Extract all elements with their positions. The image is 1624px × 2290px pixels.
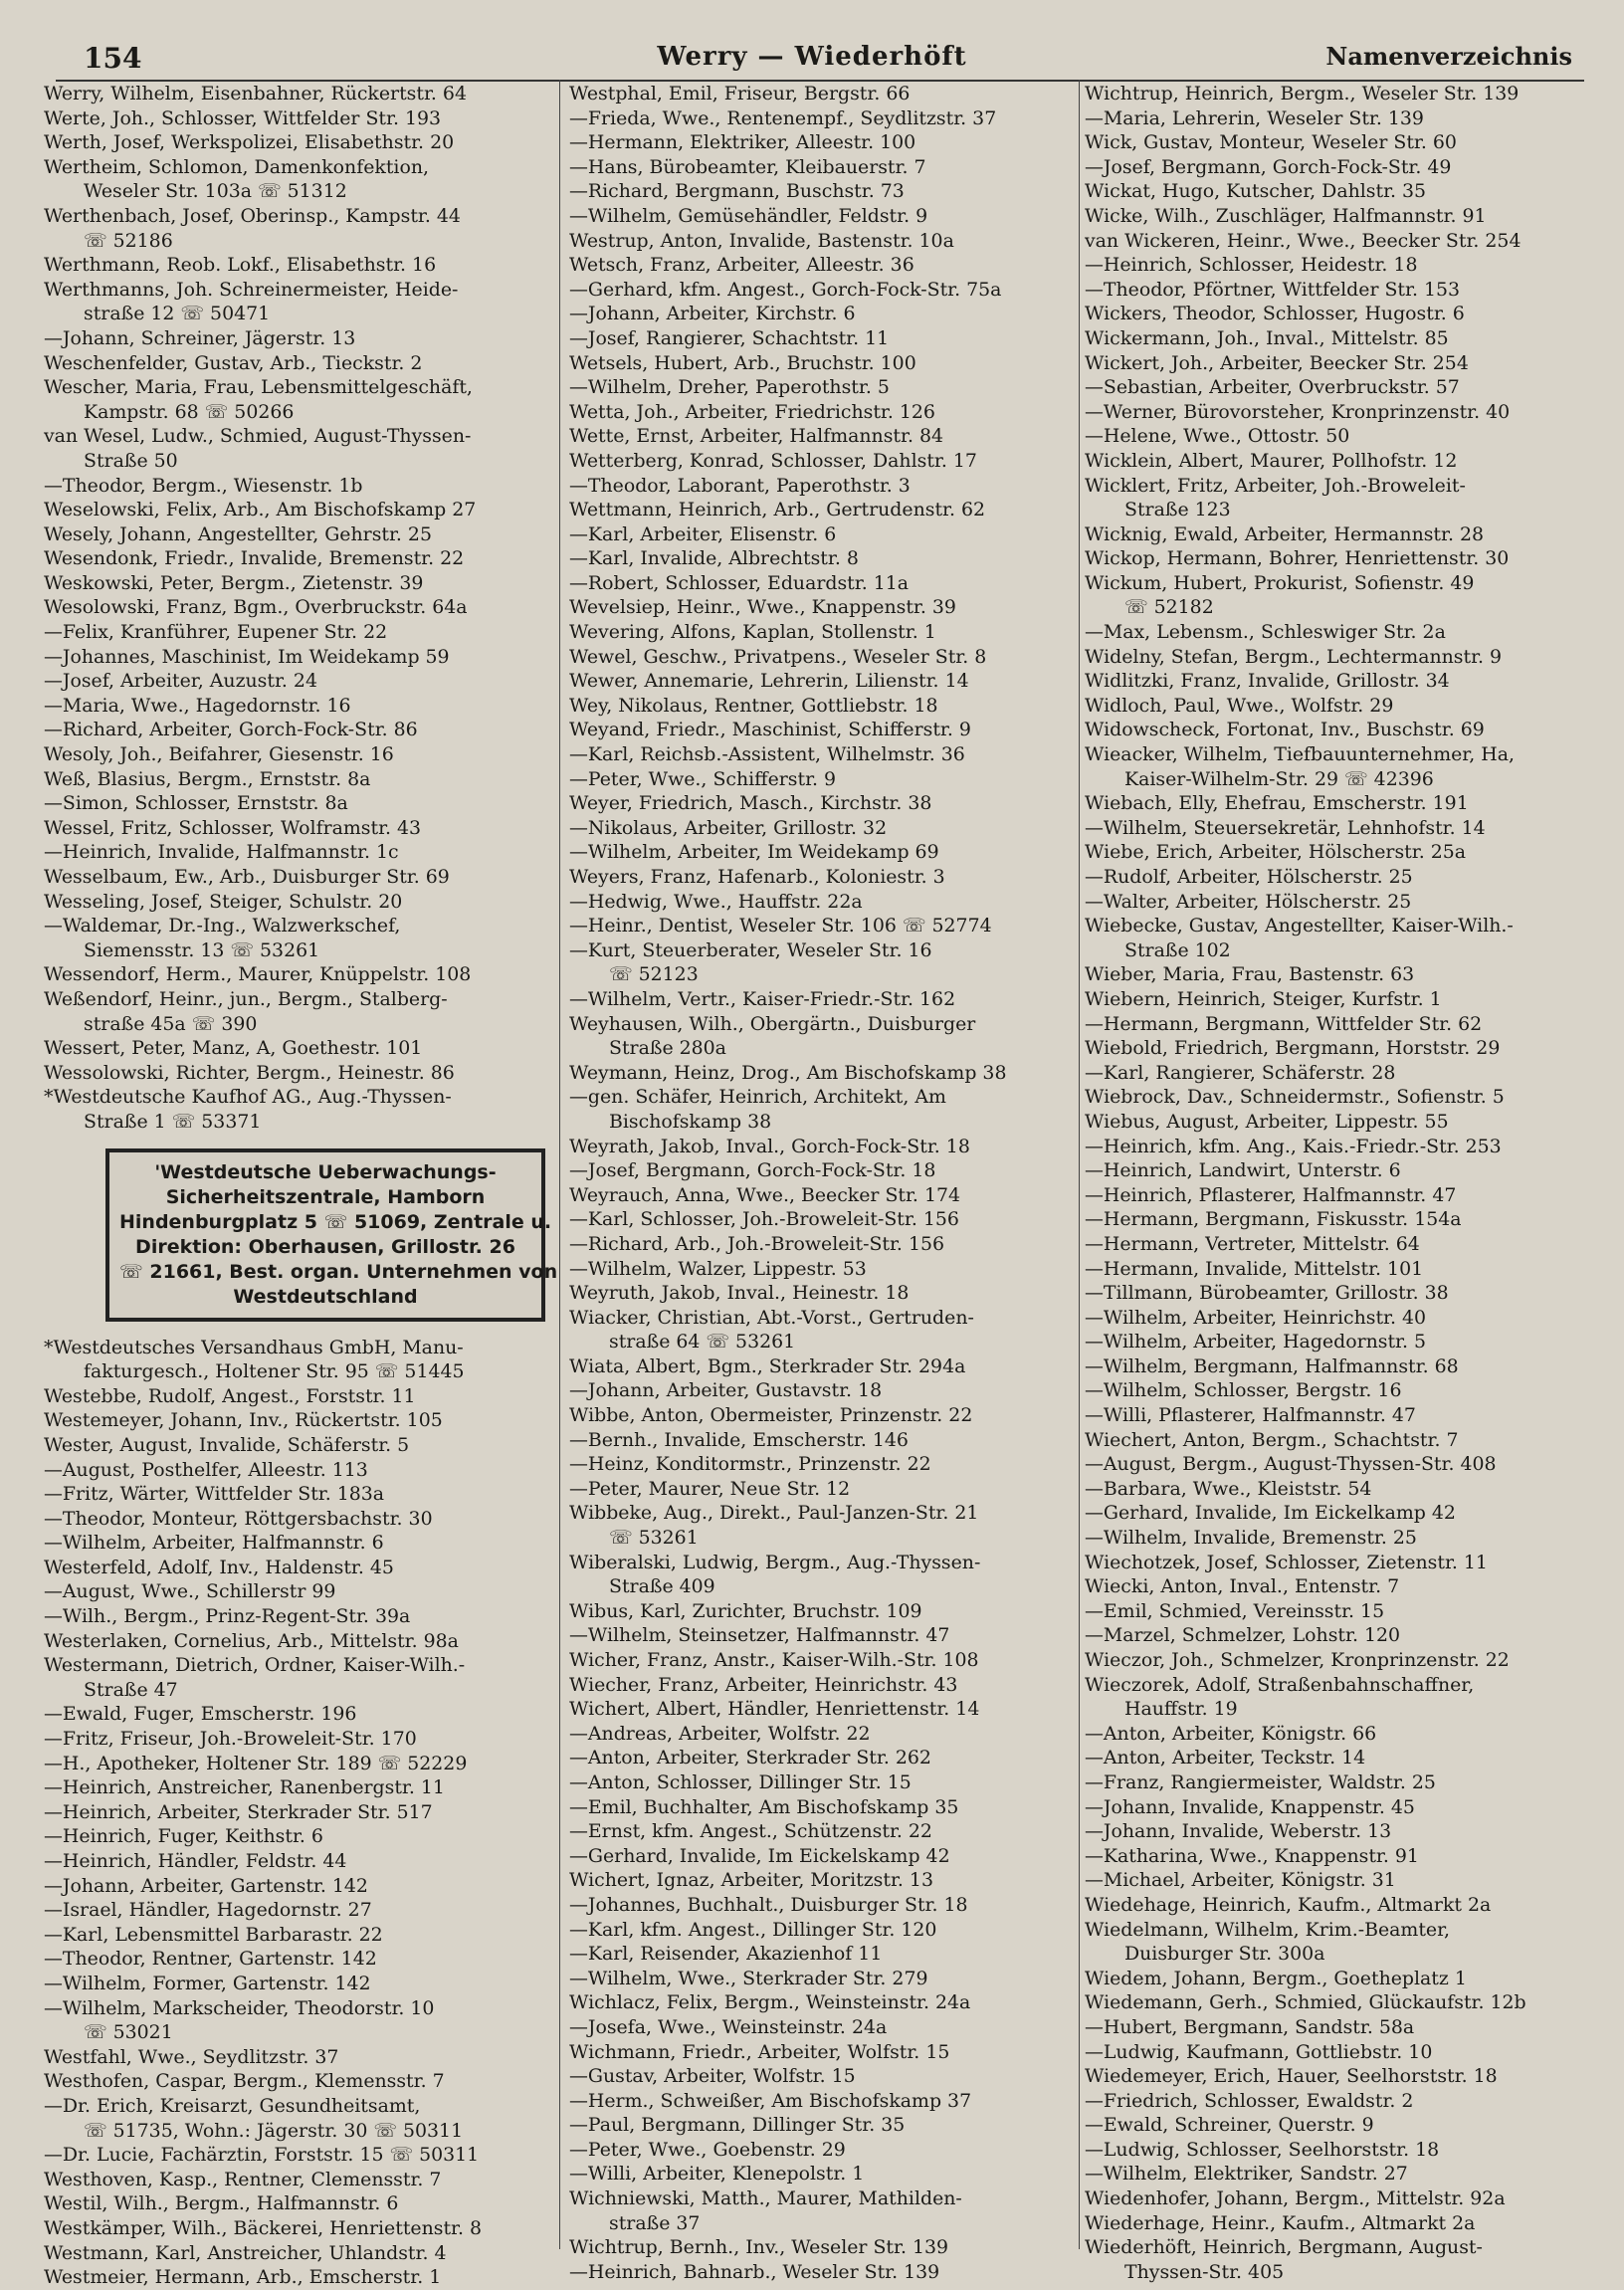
directory-entry: Weßendorf, Heinr., jun., Bergm., Stalberg- [44,987,448,1010]
directory-entry: —Felix, Kranführer, Eupener Str. 22 [44,621,388,644]
directory-entry: Wicher, Franz, Anstr., Kaiser-Wilh.-Str. 108 [569,1649,979,1671]
directory-entry: —Helene, Wwe., Ottostr. 50 [1085,425,1350,448]
directory-entry: Wiederhöft, Heinrich, Bergmann, August- [1085,2236,1483,2259]
directory-entry: —Anton, Arbeiter, Königstr. 66 [1085,1722,1377,1745]
directory-entry: Wichniewski, Matth., Maurer, Mathilden- [569,2187,962,2210]
directory-entry: —Willi, Arbeiter, Klenepolstr. 1 [569,2163,865,2186]
directory-entry: —Tillmann, Bürobeamter, Grillostr. 38 [1085,1282,1449,1305]
directory-entry: Wiecki, Anton, Inval., Entenstr. 7 [1085,1575,1400,1598]
directory-entry: —Heinz, Konditormstr., Prinzenstr. 22 [569,1453,931,1476]
directory-entry: —Gerhard, kfm. Angest., Gorch-Fock-Str. 75a [569,278,1002,301]
directory-entry: Wiebach, Elly, Ehefrau, Emscherstr. 191 [1085,792,1469,815]
directory-entry: —Walter, Arbeiter, Hölscherstr. 25 [1085,890,1412,913]
advertisement-line: Sicherheitszentrale, Hamborn [165,1185,486,1208]
directory-entry: —Gerhard, Invalide, Im Eickelskamp 42 [569,1844,950,1867]
directory-entry: Werry, Wilhelm, Eisenbahner, Rückertstr. 64 [44,83,467,104]
directory-entry: —Franz, Rangiermeister, Waldstr. 25 [1085,1770,1436,1793]
directory-entry: —Heinrich, Invalide, Halfmannstr. 1c [44,841,399,864]
directory-entry: —Hermann, Bergmann, Wittfelder Str. 62 [1085,1012,1483,1035]
directory-entry: van Wickeren, Heinr., Wwe., Beecker Str. 254 [1085,229,1522,252]
directory-entry: Westerlaken, Cornelius, Arb., Mittelstr. 98a [44,1629,459,1652]
directory-entry: Straße 123 [1124,499,1231,521]
directory-entry: Wieber, Maria, Frau, Bastenstr. 63 [1085,963,1415,986]
column-1 [44,82,558,2289]
directory-entry: Wiedemann, Gerh., Schmied, Glückaufstr. 12b [1085,1991,1526,2014]
column-divider [559,80,560,2249]
directory-entry: —Maria, Lehrerin, Weseler Str. 139 [1085,106,1424,129]
directory-entry: —Simon, Schlosser, Ernststr. 8a [44,792,348,815]
directory-entry: —Wilhelm, Elektriker, Sandstr. 27 [1085,2163,1408,2186]
directory-entry: —Karl, Schlosser, Joh.-Broweleit-Str. 156 [569,1208,959,1231]
page-header [0,34,1624,78]
directory-entry: Wesendonk, Friedr., Invalide, Bremenstr. 22 [44,547,465,570]
directory-entry: —Wilhelm, Schlosser, Bergstr. 16 [1085,1379,1402,1402]
directory-entry: straße 37 [609,2211,701,2234]
directory-entry: —Anton, Arbeiter, Sterkrader Str. 262 [569,1747,931,1770]
advertisement-box [105,1148,558,1322]
directory-entry: —Karl, Rangierer, Schäferstr. 28 [1085,1061,1396,1084]
directory-entry: Wichtrup, Bernh., Inv., Weseler Str. 139 [569,2236,949,2259]
directory-entry: —Emil, Schmied, Vereinsstr. 15 [1085,1599,1385,1622]
page-title: Werry — Wiederhöft [657,42,967,72]
advertisement-line: 'Westdeutsche Ueberwachungs- [154,1160,497,1183]
directory-entry: Siemensstr. 13 ☏ 53261 [84,938,320,961]
directory-entry: Wicklert, Fritz, Arbeiter, Joh.-Broweleit- [1085,474,1466,497]
directory-entry: —Gustav, Arbeiter, Wolfstr. 15 [569,2065,856,2088]
directory-entry: —August, Bergm., August-Thyssen-Str. 408 [1085,1453,1497,1476]
directory-entry: Wichmann, Friedr., Arbeiter, Wolfstr. 15 [569,2040,950,2063]
directory-entry: —Wilhelm, Wwe., Sterkrader Str. 279 [569,1967,928,1989]
directory-entry: Widowscheck, Fortonat, Inv., Buschstr. 69 [1085,719,1485,741]
directory-entry: —Wilhelm, Steinsetzer, Halfmannstr. 47 [569,1624,950,1647]
directory-entry: Weschenfelder, Gustav, Arb., Tieckstr. 2 [44,351,423,374]
directory-entry: Straße 102 [1124,938,1231,961]
directory-entry: —Fritz, Wärter, Wittfelder Str. 183a [44,1483,385,1506]
directory-entry: Weß, Blasius, Bergm., Ernststr. 8a [44,767,371,790]
directory-entry: Wiedelmann, Wilhelm, Krim.-Beamter, [1085,1918,1451,1941]
directory-entry: Bischofskamp 38 [609,1110,772,1133]
directory-entry: ☏ 52182 [1124,596,1214,619]
directory-entry: —Heinrich, Anstreicher, Ranenbergstr. 11 [44,1776,445,1799]
directory-entry: straße 12 ☏ 50471 [84,303,271,325]
directory-entry: —Wilhelm, Walzer, Lippestr. 53 [569,1257,867,1280]
directory-entry: Straße 409 [609,1575,715,1598]
column-divider [1079,80,1080,2249]
directory-entry: —Ludwig, Kaufmann, Gottliebstr. 10 [1085,2040,1433,2063]
directory-entry: —H., Apotheker, Holtener Str. 189 ☏ 52229 [44,1752,468,1774]
directory-entry: —Peter, Maurer, Neue Str. 12 [569,1477,851,1500]
directory-entry: Wickermann, Joh., Inval., Mittelstr. 85 [1085,326,1449,349]
directory-entry: Wewer, Annemarie, Lehrerin, Lilienstr. 14 [569,670,969,693]
directory-entry: —Josef, Bergmann, Gorch-Fock-Str. 18 [569,1159,936,1182]
directory-entry: —Josef, Rangierer, Schachtstr. 11 [569,326,890,349]
directory-entry: Werthmanns, Joh. Schreinermeister, Heide- [44,278,459,301]
directory-entry: —Michael, Arbeiter, Königstr. 31 [1085,1869,1396,1892]
directory-entry: —Herm., Schweißer, Am Bischofskamp 37 [569,2089,972,2112]
directory-entry: Duisburger Str. 300a [1124,1943,1325,1966]
directory-entry: —gen. Schäfer, Heinrich, Architekt, Am [569,1086,946,1109]
directory-entry: Wettmann, Heinrich, Arb., Gertrudenstr. 62 [569,499,986,521]
directory-entry: —Heinrich, Landwirt, Unterstr. 6 [1085,1159,1401,1182]
directory-entry: —Andreas, Arbeiter, Wolfstr. 22 [569,1722,871,1745]
directory-entry: —Peter, Wwe., Goebenstr. 29 [569,2138,846,2161]
directory-entry: Westermann, Dietrich, Ordner, Kaiser-Wilh.- [44,1654,466,1677]
directory-entry: Wiebern, Heinrich, Steiger, Kurfstr. 1 [1085,987,1442,1010]
directory-entry: —Heinrich, Händler, Feldstr. 44 [44,1850,347,1872]
directory-entry: Werthmann, Reob. Lokf., Elisabethstr. 16 [44,254,437,277]
directory-entry: —Gerhard, Invalide, Im Eickelkamp 42 [1085,1502,1456,1525]
directory-entry: —Anton, Schlosser, Dillinger Str. 15 [569,1770,912,1793]
directory-entry: Werth, Josef, Werkspolizei, Elisabethstr. 20 [44,131,455,154]
directory-entry: Werthenbach, Josef, Oberinsp., Kampstr. 44 [44,204,461,227]
directory-entry: Weymann, Heinz, Drog., Am Bischofskamp 38 [569,1061,1007,1084]
directory-entry: Wette, Ernst, Arbeiter, Halfmannstr. 84 [569,425,943,448]
directory-entry: —Johann, Arbeiter, Kirchstr. 6 [569,303,856,325]
directory-entry: —Israel, Händler, Hagedornstr. 27 [44,1899,372,1922]
directory-entry: —Johann, Schreiner, Jägerstr. 13 [44,326,356,349]
directory-entry: Straße 50 [84,449,178,472]
directory-entry: Wester, August, Invalide, Schäferstr. 5 [44,1433,410,1456]
directory-entry: Westhofen, Caspar, Bergm., Klemensstr. 7 [44,2070,445,2093]
directory-entry: —Heinrich, kfm. Ang., Kais.-Friedr.-Str. 253 [1085,1135,1502,1157]
advertisement-line: Hindenburgplatz 5 ☏ 51069, Zentrale u. [119,1210,552,1233]
directory-entry: Wetta, Joh., Arbeiter, Friedrichstr. 126 [569,400,935,423]
directory-entry: Wetsels, Hubert, Arb., Bruchstr. 100 [569,351,916,374]
directory-entry: Wiebus, August, Arbeiter, Lippestr. 55 [1085,1110,1449,1133]
directory-entry: Westhoven, Kasp., Rentner, Clemensstr. 7 [44,2168,442,2190]
directory-entry: —Ernst, kfm. Angest., Schützenstr. 22 [569,1820,932,1843]
directory-entry: Kaiser-Wilhelm-Str. 29 ☏ 42396 [1124,767,1434,790]
directory-entry: —Theodor, Monteur, Röttgersbachstr. 30 [44,1507,433,1530]
directory-entry: —Maria, Wwe., Hagedornstr. 16 [44,694,351,717]
directory-entry: —Hermann, Bergmann, Fiskusstr. 154a [1085,1208,1462,1231]
directory-entry: Wiedem, Johann, Bergm., Goetheplatz 1 [1085,1967,1467,1989]
directory-entry: —Johann, Arbeiter, Gartenstr. 142 [44,1874,368,1897]
directory-entry: —Johann, Invalide, Weberstr. 13 [1085,1820,1392,1843]
directory-entry: —Karl, kfm. Angest., Dillinger Str. 120 [569,1918,937,1941]
directory-entry: —Dr. Erich, Kreisarzt, Gesundheitsamt, [44,2094,421,2117]
directory-entry: Wevelsiep, Heinr., Wwe., Knappenstr. 39 [569,596,956,619]
directory-entry: Wetsch, Franz, Arbeiter, Alleestr. 36 [569,254,914,277]
directory-entry: —Paul, Bergmann, Dillinger Str. 35 [569,2114,906,2137]
directory-entry: Wiechert, Anton, Bergm., Schachtstr. 7 [1085,1428,1459,1451]
directory-entry: —Heinrich, Fuger, Keithstr. 6 [44,1825,323,1848]
directory-entry: Widlitzki, Franz, Invalide, Grillostr. 34 [1085,670,1450,693]
directory-entry: Wichert, Albert, Händler, Henriettenstr. 14 [569,1698,980,1721]
directory-entry: Westmann, Karl, Anstreicher, Uhlandstr. 4 [44,2241,447,2264]
column-2 [569,82,1077,2283]
directory-entry: —Theodor, Laborant, Paperothstr. 3 [569,474,911,497]
directory-entry: —Karl, Arbeiter, Elisenstr. 6 [569,522,837,545]
directory-entry: —Nikolaus, Arbeiter, Grillostr. 32 [569,816,888,839]
directory-entry: —Karl, Invalide, Albrechtstr. 8 [569,547,859,570]
directory-entry: —Frieda, Wwe., Rentenempf., Seydlitzstr. 37 [569,106,997,129]
directory-entry: —August, Wwe., Schillerstr 99 [44,1580,336,1603]
directory-entry: —Wilhelm, Arbeiter, Halfmannstr. 6 [44,1532,384,1555]
directory-entry: —Emil, Buchhalter, Am Bischofskamp 35 [569,1795,959,1818]
directory-entry: —Ludwig, Schlosser, Seelhorststr. 18 [1085,2138,1440,2161]
directory-entry: —Wilhelm, Former, Gartenstr. 142 [44,1972,371,1994]
directory-entry: Weyand, Friedr., Maschinist, Schifferstr. 9 [569,719,971,741]
directory-entry: —Karl, Reichsb.-Assistent, Wilhelmstr. 36 [569,743,965,766]
directory-entry: —Wilhelm, Vertr., Kaiser-Friedr.-Str. 162 [569,987,956,1010]
directory-entry: Wiedemeyer, Erich, Hauer, Seelhorststr. 18 [1085,2065,1498,2088]
directory-entry: —Marzel, Schmelzer, Lohstr. 120 [1085,1624,1401,1647]
directory-entry: Wickum, Hubert, Prokurist, Sofienstr. 49 [1085,571,1475,594]
directory-entry: straße 45a ☏ 390 [84,1012,258,1035]
directory-entry: Weyhausen, Wilh., Obergärtn., Duisburger [569,1012,976,1035]
directory-entry: —Wilhelm, Invalide, Bremenstr. 25 [1085,1527,1417,1550]
directory-entry: —Dr. Lucie, Fachärztin, Forststr. 15 ☏ 50311 [44,2144,480,2167]
directory-entry: —Karl, Reisender, Akazienhof 11 [569,1943,883,1966]
directory-entry: —Wilh., Bergm., Prinz-Regent-Str. 39a [44,1605,411,1628]
directory-entry: Wesely, Johann, Angestellter, Gehrstr. 25 [44,522,432,545]
directory-entry: Wiacker, Christian, Abt.-Vorst., Gertruden- [569,1306,974,1329]
directory-entry: Wessel, Fritz, Schlosser, Wolframstr. 43 [44,816,422,839]
directory-entry: Wiebold, Friedrich, Bergmann, Horststr. 29 [1085,1037,1501,1060]
directory-entry: Hauffstr. 19 [1124,1698,1238,1721]
directory-entry: Wescher, Maria, Frau, Lebensmittelgeschäft, [44,376,473,399]
directory-entry: ☏ 53021 [84,2021,173,2044]
directory-entry: —Wilhelm, Steuersekretär, Lehnhofstr. 14 [1085,816,1486,839]
directory-entry: Wieczor, Joh., Schmelzer, Kronprinzenstr. 22 [1085,1649,1510,1671]
directory-entry: van Wesel, Ludw., Schmied, August-Thyssen- [44,425,472,448]
directory-entry: Wessolowski, Richter, Bergm., Heinestr. 86 [44,1061,455,1084]
directory-entry: —Theodor, Pförtner, Wittfelder Str. 153 [1085,278,1461,301]
advertisement-line: Direktion: Oberhausen, Grillostr. 26 [135,1235,515,1258]
directory-entry: Wichlacz, Felix, Bergm., Weinsteinstr. 24a [569,1991,971,2014]
directory-entry: fakturgesch., Holtener Str. 95 ☏ 51445 [84,1360,465,1383]
directory-entry: —Friedrich, Schlosser, Ewaldstr. 2 [1085,2089,1414,2112]
directory-entry: Weselowski, Felix, Arb., Am Bischofskamp 27 [44,499,477,521]
directory-entry: —Robert, Schlosser, Eduardstr. 11a [569,571,910,594]
directory-entry: Wichert, Ignaz, Arbeiter, Moritzstr. 13 [569,1869,933,1892]
directory-entry: Wickers, Theodor, Schlosser, Hugostr. 6 [1085,303,1465,325]
directory-entry: Westkämper, Wilh., Bäckerei, Henriettenstr. 8 [44,2216,483,2239]
directory-entry: —Wilhelm, Arbeiter, Im Weidekamp 69 [569,841,939,864]
directory-entry: Werte, Joh., Schlosser, Wittfelder Str. 193 [44,106,442,129]
directory-entry: —August, Posthelfer, Alleestr. 113 [44,1458,368,1481]
directory-entry: straße 64 ☏ 53261 [609,1331,796,1353]
directory-entry: Weskowski, Peter, Bergm., Zietenstr. 39 [44,571,424,594]
section-title: Namenverzeichnis [1325,42,1572,71]
directory-entry: *Westdeutsches Versandhaus GmbH, Manu- [44,1336,464,1358]
directory-entry: Westerfeld, Adolf, Inv., Haldenstr. 45 [44,1556,394,1578]
directory-entry: Widloch, Paul, Wwe., Wolfstr. 29 [1085,694,1394,717]
directory-entry: —Hermann, Vertreter, Mittelstr. 64 [1085,1232,1420,1255]
directory-entry: —Heinr., Dentist, Weseler Str. 106 ☏ 52774 [569,915,992,937]
directory-entry: Wertheim, Schlomon, Damenkonfektion, [44,155,429,178]
directory-entry: Weseler Str. 103a ☏ 51312 [84,180,347,203]
directory-entry: —Wilhelm, Bergmann, Halfmannstr. 68 [1085,1354,1459,1377]
directory-entry: —Theodor, Bergm., Wiesenstr. 1b [44,474,363,497]
directory-entry: Wesselbaum, Ew., Arb., Duisburger Str. 69 [44,866,450,888]
page-number: 154 [84,42,142,75]
directory-entry: —Ewald, Fuger, Emscherstr. 196 [44,1703,357,1726]
directory-entry: —Max, Lebensm., Schleswiger Str. 2a [1085,621,1446,644]
directory-entry: Straße 1 ☏ 53371 [84,1110,262,1133]
directory-entry: Wibus, Karl, Zurichter, Bruchstr. 109 [569,1599,922,1622]
directory-entry: —Hans, Bürobeamter, Kleibauerstr. 7 [569,155,926,178]
advertisement-line: ☏ 21661, Best. organ. Unternehmen von [119,1260,558,1283]
directory-entry: Wewel, Geschw., Privatpens., Weseler Str. 8 [569,645,987,668]
directory-entry: Westemeyer, Johann, Inv., Rückertstr. 105 [44,1409,443,1432]
directory-entry: Widelny, Stefan, Bergm., Lechtermannstr. 9 [1085,645,1503,668]
directory-entry: Westfahl, Wwe., Seydlitzstr. 37 [44,2045,339,2068]
directory-entry: —Josef, Bergmann, Gorch-Fock-Str. 49 [1085,155,1452,178]
directory-entry: Wick, Gustav, Monteur, Weseler Str. 60 [1085,131,1457,154]
column-3 [1085,82,1598,2283]
directory-entry: Kampstr. 68 ☏ 50266 [84,400,295,423]
directory-entry: ☏ 53261 [609,1527,699,1550]
directory-entry: —Sebastian, Arbeiter, Overbruckstr. 57 [1085,376,1460,399]
directory-entry: —Karl, Lebensmittel Barbarastr. 22 [44,1923,383,1946]
directory-entry: —Heinrich, Bahnarb., Weseler Str. 139 [569,2260,940,2283]
directory-entry: —Hubert, Bergmann, Sandstr. 58a [1085,2015,1415,2038]
directory-entry: Wesseling, Josef, Steiger, Schulstr. 20 [44,890,403,913]
directory-entry: Wetterberg, Konrad, Schlosser, Dahlstr. 17 [569,449,977,472]
directory-entry: Straße 280a [609,1037,726,1060]
directory-entry: Westebbe, Rudolf, Angest., Forststr. 11 [44,1384,416,1407]
directory-entry: —Fritz, Friseur, Joh.-Broweleit-Str. 170 [44,1728,417,1751]
directory-entry: Wiberalski, Ludwig, Bergm., Aug.-Thyssen- [569,1551,981,1573]
directory-entry: Westil, Wilh., Bergm., Halfmannstr. 6 [44,2192,399,2215]
directory-entry: Wiedehage, Heinrich, Kaufm., Altmarkt 2a [1085,1893,1492,1916]
directory-entry: Wiedenhofer, Johann, Bergm., Mittelstr. 92a [1085,2187,1506,2210]
directory-entry: Wieacker, Wilhelm, Tiefbauunternehmer, Ha, [1085,743,1515,766]
directory-entry: —Wilhelm, Arbeiter, Hagedornstr. 5 [1085,1331,1427,1353]
directory-entry: —Rudolf, Arbeiter, Hölscherstr. 25 [1085,866,1413,888]
directory-entry: —Barbara, Wwe., Kleiststr. 54 [1085,1477,1372,1500]
directory-entry: —Hermann, Invalide, Mittelstr. 101 [1085,1257,1424,1280]
directory-entry: Wibbeke, Aug., Direkt., Paul-Janzen-Str. 21 [569,1502,979,1525]
directory-entry: —Wilhelm, Dreher, Paperothstr. 5 [569,376,890,399]
directory-entry: —Johann, Arbeiter, Gustavstr. 18 [569,1379,883,1402]
directory-entry: ☏ 52186 [84,229,173,252]
directory-entry: —Katharina, Wwe., Knappenstr. 91 [1085,1844,1419,1867]
directory-entry: Wiecher, Franz, Arbeiter, Heinrichstr. 43 [569,1673,958,1696]
directory-entry: —Wilhelm, Markscheider, Theodorstr. 10 [44,1996,435,2019]
advertisement-line: Westdeutschland [233,1285,418,1308]
directory-entry: —Richard, Bergmann, Buschstr. 73 [569,180,905,203]
directory-entry: —Wilhelm, Arbeiter, Heinrichstr. 40 [1085,1306,1427,1329]
directory-entry: Wey, Nikolaus, Rentner, Gottliebstr. 18 [569,694,938,717]
directory-entry: Thyssen-Str. 405 [1124,2260,1285,2283]
directory-entry: —Johannes, Maschinist, Im Weidekamp 59 [44,645,450,668]
directory-entry: Westmeier, Hermann, Arb., Emscherstr. 1 [44,2266,442,2289]
directory-entry: —Bernh., Invalide, Emscherstr. 146 [569,1428,909,1451]
directory-entry: Weyruth, Jakob, Inval., Heinestr. 18 [569,1282,910,1305]
directory-entry: Wicknig, Ewald, Arbeiter, Hermannstr. 28 [1085,522,1485,545]
directory-entry: Weyers, Franz, Hafenarb., Koloniestr. 3 [569,866,945,888]
directory-entry: Wichtrup, Heinrich, Bergm., Weseler Str. 139 [1085,83,1520,104]
directory-entry: Wiederhage, Heinr., Kaufm., Altmarkt 2a [1085,2211,1476,2234]
directory-entry: —Anton, Arbeiter, Teckstr. 14 [1085,1747,1366,1770]
directory-entry: —Theodor, Rentner, Gartenstr. 142 [44,1948,377,1971]
directory-entry: *Westdeutsche Kaufhof AG., Aug.-Thyssen- [44,1086,452,1109]
directory-entry: —Johann, Invalide, Knappenstr. 45 [1085,1795,1415,1818]
directory-entry: —Kurt, Steuerberater, Weseler Str. 16 [569,938,932,961]
directory-entry: —Hermann, Elektriker, Alleestr. 100 [569,131,916,154]
directory-entry: Wickert, Joh., Arbeiter, Beecker Str. 254 [1085,351,1469,374]
directory-entry: Wiata, Albert, Bgm., Sterkrader Str. 294a [569,1354,966,1377]
directory-entry: —Peter, Wwe., Schifferstr. 9 [569,767,837,790]
directory-entry: Wiechotzek, Josef, Schlosser, Zietenstr. 11 [1085,1551,1488,1573]
directory-entry: Weyer, Friedrich, Masch., Kirchstr. 38 [569,792,932,815]
directory-entry: —Heinrich, Schlosser, Heidestr. 18 [1085,254,1418,277]
directory-entry: Wesoly, Joh., Beifahrer, Giesenstr. 16 [44,743,394,766]
directory-entry: Wicke, Wilh., Zuschläger, Halfmannstr. 91 [1085,204,1487,227]
directory-entry: Westphal, Emil, Friseur, Bergstr. 66 [569,83,911,104]
directory-entry: Wickat, Hugo, Kutscher, Dahlstr. 35 [1085,180,1427,203]
directory-entry: —Wilhelm, Gemüsehändler, Feldstr. 9 [569,204,928,227]
directory-entry: Wicklein, Albert, Maurer, Pollhofstr. 12 [1085,449,1458,472]
directory-entry: —Richard, Arb., Joh.-Broweleit-Str. 156 [569,1232,944,1255]
directory-entry: —Willi, Pflasterer, Halfmannstr. 47 [1085,1404,1416,1427]
directory-entry: Weyrauch, Anna, Wwe., Beecker Str. 174 [569,1183,961,1206]
directory-entry: Wesolowski, Franz, Bgm., Overbruckstr. 64a [44,596,468,619]
directory-entry: —Richard, Arbeiter, Gorch-Fock-Str. 86 [44,719,418,741]
directory-entry: Wevering, Alfons, Kaplan, Stollenstr. 1 [569,621,936,644]
directory-entry: ☏ 51735, Wohn.: Jägerstr. 30 ☏ 50311 [84,2119,464,2142]
directory-entry: Wickop, Hermann, Bohrer, Henriettenstr. 30 [1085,547,1510,570]
directory-entry: —Hedwig, Wwe., Hauffstr. 22a [569,890,863,913]
directory-entry: —Waldemar, Dr.-Ing., Walzwerkschef, [44,915,401,937]
directory-entry: —Josef, Arbeiter, Auzustr. 24 [44,670,317,693]
directory-entry: —Ewald, Schreiner, Querstr. 9 [1085,2114,1374,2137]
directory-entry: Weyrath, Jakob, Inval., Gorch-Fock-Str. 18 [569,1135,970,1157]
directory-entry: Westrup, Anton, Invalide, Bastenstr. 10a [569,229,954,252]
directory-entry: Wieczorek, Adolf, Straßenbahnschaffner, [1085,1673,1475,1696]
directory-entry: —Werner, Bürovorsteher, Kronprinzenstr. 40 [1085,400,1511,423]
directory-entry: Wiebe, Erich, Arbeiter, Hölscherstr. 25a [1085,841,1467,864]
directory-entry: Wiebrock, Dav., Schneidermstr., Sofienstr. 5 [1085,1086,1505,1109]
directory-entry: Wessendorf, Herm., Maurer, Knüppelstr. 108 [44,963,472,986]
directory-entry: Wiebecke, Gustav, Angestellter, Kaiser-Wilh.- [1085,915,1514,937]
directory-entry: Wessert, Peter, Manz, A, Goethestr. 101 [44,1037,423,1060]
directory-entry: —Josefa, Wwe., Weinsteinstr. 24a [569,2015,888,2038]
directory-entry: ☏ 52123 [609,963,699,986]
directory-entry: —Johannes, Buchhalt., Duisburger Str. 18 [569,1893,968,1916]
directory-entry: —Heinrich, Pflasterer, Halfmannstr. 47 [1085,1183,1457,1206]
directory-entry: —Heinrich, Arbeiter, Sterkrader Str. 517 [44,1800,433,1823]
directory-entry: Straße 47 [84,1678,178,1701]
directory-entry: Wibbe, Anton, Obermeister, Prinzenstr. 22 [569,1404,973,1427]
